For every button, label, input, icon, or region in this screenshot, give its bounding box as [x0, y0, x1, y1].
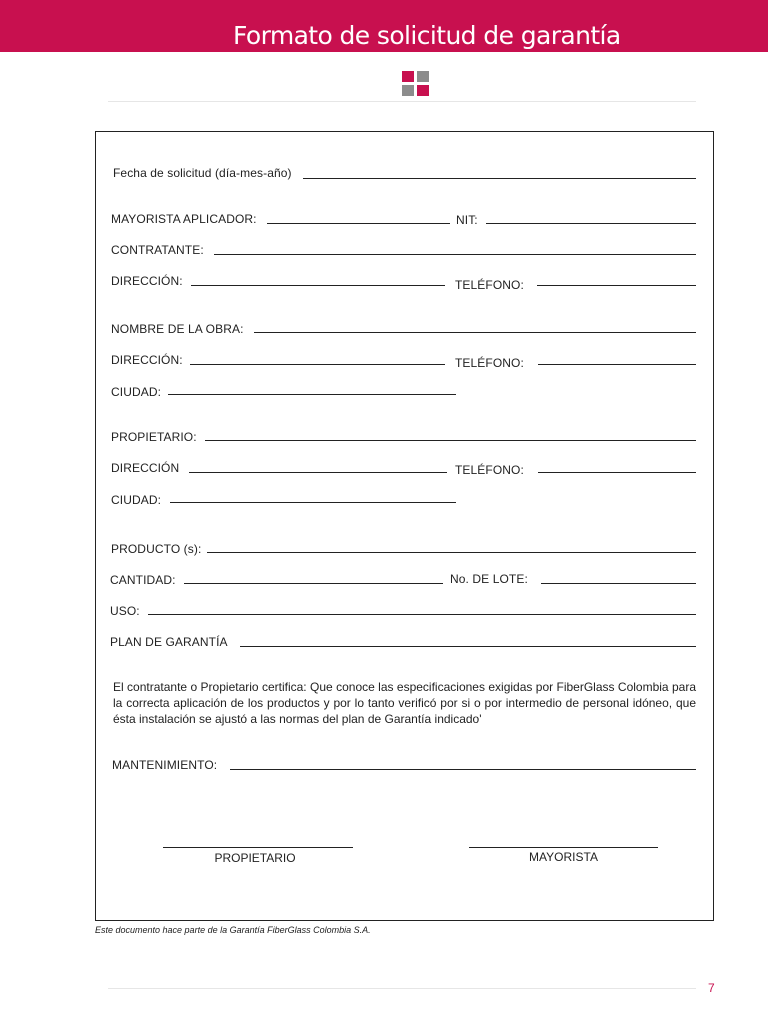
mayorista-signature-label: MAYORISTA	[529, 850, 598, 864]
direccion-contratante-field[interactable]	[191, 285, 445, 286]
mayorista-signature-line[interactable]	[469, 847, 658, 848]
ciudad-propietario-label: CIUDAD:	[111, 493, 162, 507]
propietario-signature-label: PROPIETARIO	[214, 851, 296, 865]
certification-text: El contratante o Propietario certifica: Que conoce las especificaciones exigidas por FiberGlass Colombia para la correcta aplicación de los productos y por lo tanto verificó por si o por intermedio de personal idóneo, que ésta instalación se ajustó a las normas del plan de Garantía indicado'	[113, 680, 696, 726]
contratante-field[interactable]	[214, 254, 696, 255]
ciudad-obra-field[interactable]	[168, 394, 456, 395]
plan-garantia-label: PLAN DE GARANTÍA	[110, 635, 228, 649]
no-lote-field[interactable]	[541, 583, 696, 584]
contratante-label: CONTRATANTE:	[111, 243, 204, 257]
page-title: Formato de solicitud de garantía	[233, 21, 621, 50]
producto-field[interactable]	[207, 552, 696, 553]
top-divider	[108, 101, 696, 102]
propietario-field[interactable]	[205, 440, 696, 441]
bottom-divider	[108, 988, 696, 989]
cantidad-field[interactable]	[184, 583, 443, 584]
footer-note: Este documento hace parte de la Garantía FiberGlass Colombia S.A.	[95, 925, 371, 935]
fecha-field[interactable]	[303, 178, 696, 179]
telefono-propietario-field[interactable]	[538, 472, 696, 473]
no-lote-label: No. DE LOTE:	[450, 572, 528, 586]
mantenimiento-label: MANTENIMIENTO:	[112, 758, 218, 772]
telefono-contratante-field[interactable]	[537, 285, 696, 286]
direccion-propietario-field[interactable]	[189, 472, 447, 473]
mantenimiento-field[interactable]	[230, 769, 696, 770]
nombre-obra-label: NOMBRE DE LA OBRA:	[111, 322, 244, 336]
ciudad-propietario-field[interactable]	[170, 502, 456, 503]
direccion-obra-label: DIRECCIÓN:	[111, 353, 183, 367]
page-number: 7	[708, 981, 715, 995]
mayorista-aplicador-field[interactable]	[267, 223, 450, 224]
propietario-label: PROPIETARIO:	[111, 430, 197, 444]
ciudad-obra-label: CIUDAD:	[111, 385, 162, 399]
telefono-obra-field[interactable]	[538, 364, 696, 365]
nit-label: NIT:	[456, 213, 478, 227]
telefono-contratante-label: TELÉFONO:	[455, 278, 524, 292]
direccion-propietario-label: DIRECCIÓN	[111, 461, 180, 475]
plan-garantia-field[interactable]	[240, 646, 696, 647]
uso-label: USO:	[110, 604, 140, 618]
direccion-obra-field[interactable]	[190, 364, 445, 365]
header-bar	[0, 0, 768, 52]
direccion-contratante-label: DIRECCIÓN:	[111, 274, 183, 288]
nit-field[interactable]	[486, 223, 696, 224]
telefono-propietario-label: TELÉFONO:	[455, 463, 524, 477]
nombre-obra-field[interactable]	[254, 332, 696, 333]
mayorista-aplicador-label: MAYORISTA APLICADOR:	[111, 212, 257, 226]
fecha-label: Fecha de solicitud (día-mes-año)	[113, 166, 292, 180]
telefono-obra-label: TELÉFONO:	[455, 356, 524, 370]
cantidad-label: CANTIDAD:	[110, 573, 176, 587]
uso-field[interactable]	[148, 614, 696, 615]
four-square-logo-icon	[402, 71, 430, 96]
producto-label: PRODUCTO (s):	[111, 542, 202, 556]
propietario-signature-line[interactable]	[163, 847, 353, 848]
